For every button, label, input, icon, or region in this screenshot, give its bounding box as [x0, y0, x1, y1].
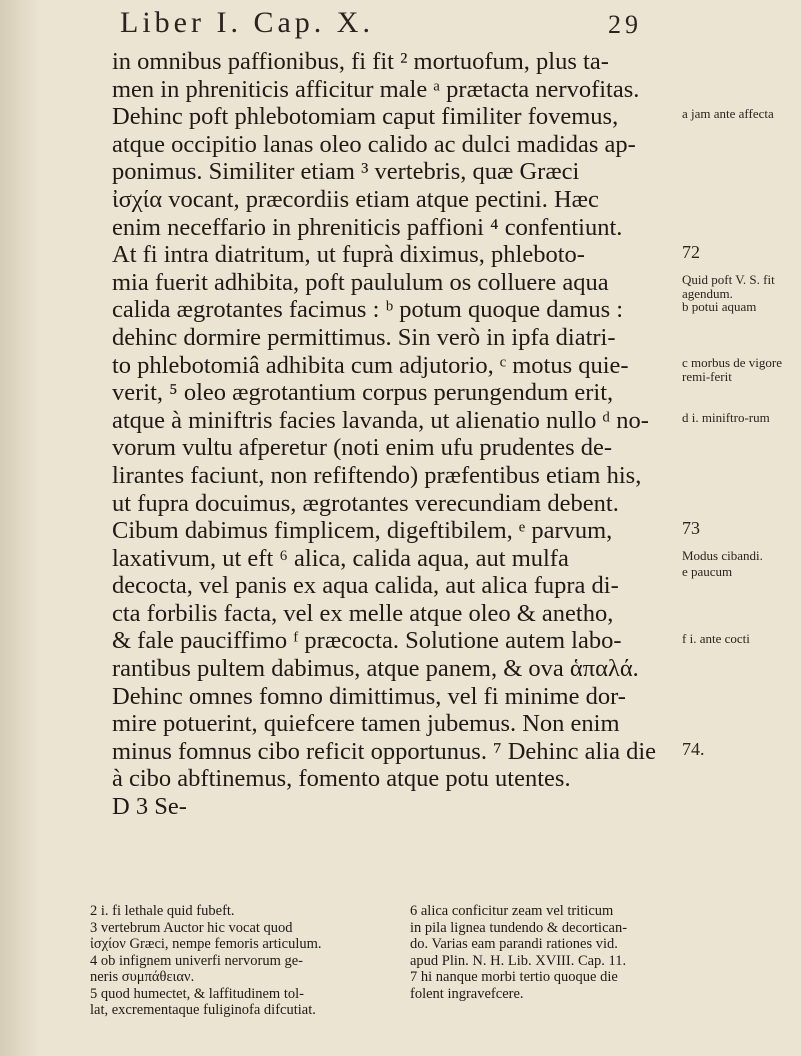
text-line: & fale pauciffimo ᶠ præcocta. Solutione autem labo-	[112, 627, 622, 655]
footnote-line: 3 vertebrum Auctor hic vocat quod	[90, 919, 293, 936]
text-line: mia fuerit adhibita, poft paululum os colluere aqua	[112, 268, 609, 296]
text-line: ut fupra docuimus, ægrotantes verecundiam debent.	[112, 489, 619, 517]
margin-note: b potui aquam	[682, 299, 757, 315]
margin-note: a jam ante affecta	[682, 106, 774, 122]
page-number: 29	[608, 10, 642, 39]
text-line: atque à miniftris facies lavanda, ut alienatio nullo ᵈ no-	[112, 406, 649, 434]
margin-note: c morbus de vigore remi-ferit	[682, 354, 783, 384]
margin-note: d i. miniftro-rum	[682, 409, 770, 425]
footnote-line: lat, excrementaque fuliginofa difcutiat.	[90, 1002, 316, 1018]
text-line: in omnibus paffionibus, fi fit ² mortuofum, plus ta-	[112, 48, 609, 75]
footnote-line: ἰσχίον Græci, nempe femoris articulum.	[90, 936, 322, 952]
margin-note: f i. ante cocti	[682, 630, 750, 646]
text-line: Dehinc poft phlebotomiam caput fimiliter fovemus,	[112, 103, 619, 131]
text-line: vorum vultu afperetur (noti enim ufu prudentes de-	[112, 434, 613, 462]
footnote-line: 4 ob infignem univerfi nervorum ge-	[90, 952, 304, 969]
text-line: dehinc dormire permittimus. Sin verò in ipfa diatri-	[112, 323, 616, 351]
chapter-title: Liber I. Cap. X.	[120, 6, 374, 39]
text-line: minus fomnus cibo reficit opportunus. ⁷ Dehinc alia die	[112, 737, 657, 765]
text-line: Cibum dabimus fimplicem, digeftibilem, ᵉ parvum,	[112, 517, 613, 545]
text-line: men in phreniticis afficitur male ᵃ prætacta nervofitas.	[112, 75, 640, 103]
text-line: atque occipitio lanas oleo calido ac dulci madidas ap-	[112, 130, 636, 158]
footnote-line: 5 quod humectet, & laffitudinem tol-	[90, 985, 304, 1002]
text-line: à cibo abftinemus, fomento atque potu utentes.	[112, 765, 571, 793]
footnote-line: 7 hi nanque morbi tertio quoque die	[410, 969, 618, 985]
text-line: enim neceffario in phreniticis paffioni ⁴ confentiunt.	[112, 213, 623, 241]
footnote-line: neris συμπάθειαν.	[90, 969, 195, 985]
text-line: mire potuerint, quiefcere tamen jubemus. Non enim	[112, 710, 620, 738]
text-line: ponimus. Similiter etiam ³ vertebris, quæ Græci	[112, 158, 580, 186]
footnote-line: 2 i. fi lethale quid fubeft.	[90, 903, 235, 919]
footnotes-left-column	[90, 903, 390, 1019]
text-line: cta forbilis facta, vel ex melle atque oleo & anetho,	[112, 599, 614, 627]
margin-note: e paucum	[682, 564, 733, 580]
text-line: ἰσχία vocant, præcordiis etiam atque pectini. Hæc	[112, 185, 599, 213]
margin-note: Quid poft V. S. fit agendum.	[682, 271, 775, 301]
text-line: Dehinc omnes fomno dimittimus, vel fi minime dor-	[112, 682, 626, 710]
binding-shadow	[0, 0, 40, 1056]
text-line: verit, ⁵ oleo ægrotantium corpus perungendum erit,	[112, 379, 614, 407]
footnote-line: apud Plin. N. H. Lib. XVIII. Cap. 11.	[410, 952, 627, 969]
margin-section-number: 72	[682, 242, 700, 263]
text-line: At fi intra diatritum, ut fuprà diximus, phleboto-	[112, 241, 585, 269]
footnote-line: in pila lignea tundendo & decortican-	[410, 919, 628, 936]
footnote-line: folent ingravefcere.	[410, 985, 524, 1002]
running-head	[120, 6, 680, 46]
text-line: decocta, vel panis ex aqua calida, aut alica fupra di-	[112, 572, 619, 600]
text-line: rantibus pultem dabimus, atque panem, & ova ἁπαλά.	[112, 655, 639, 683]
main-text	[112, 48, 657, 821]
margin-section-number: 74.	[682, 739, 705, 759]
margin-note: Modus cibandi.	[682, 547, 763, 563]
footnote-line: do. Varias eam parandi rationes vid.	[410, 936, 618, 952]
footnote-line: 6 alica conficitur zeam vel triticum	[410, 903, 614, 919]
text-line: lirantes faciunt, non refiftendo) præfentibus etiam his,	[112, 461, 642, 489]
footnotes-right-column	[410, 903, 730, 1002]
text-line: laxativum, ut eft ⁶ alica, calida aqua, aut mulfa	[112, 544, 569, 572]
text-line: D 3 Se-	[112, 793, 187, 821]
text-line: calida ægrotantes facimus : ᵇ potum quoque damus :	[112, 296, 624, 324]
margin-section-number: 73	[682, 518, 700, 539]
text-line: to phlebotomiâ adhibita cum adjutorio, ᶜ motus quie-	[112, 351, 629, 379]
